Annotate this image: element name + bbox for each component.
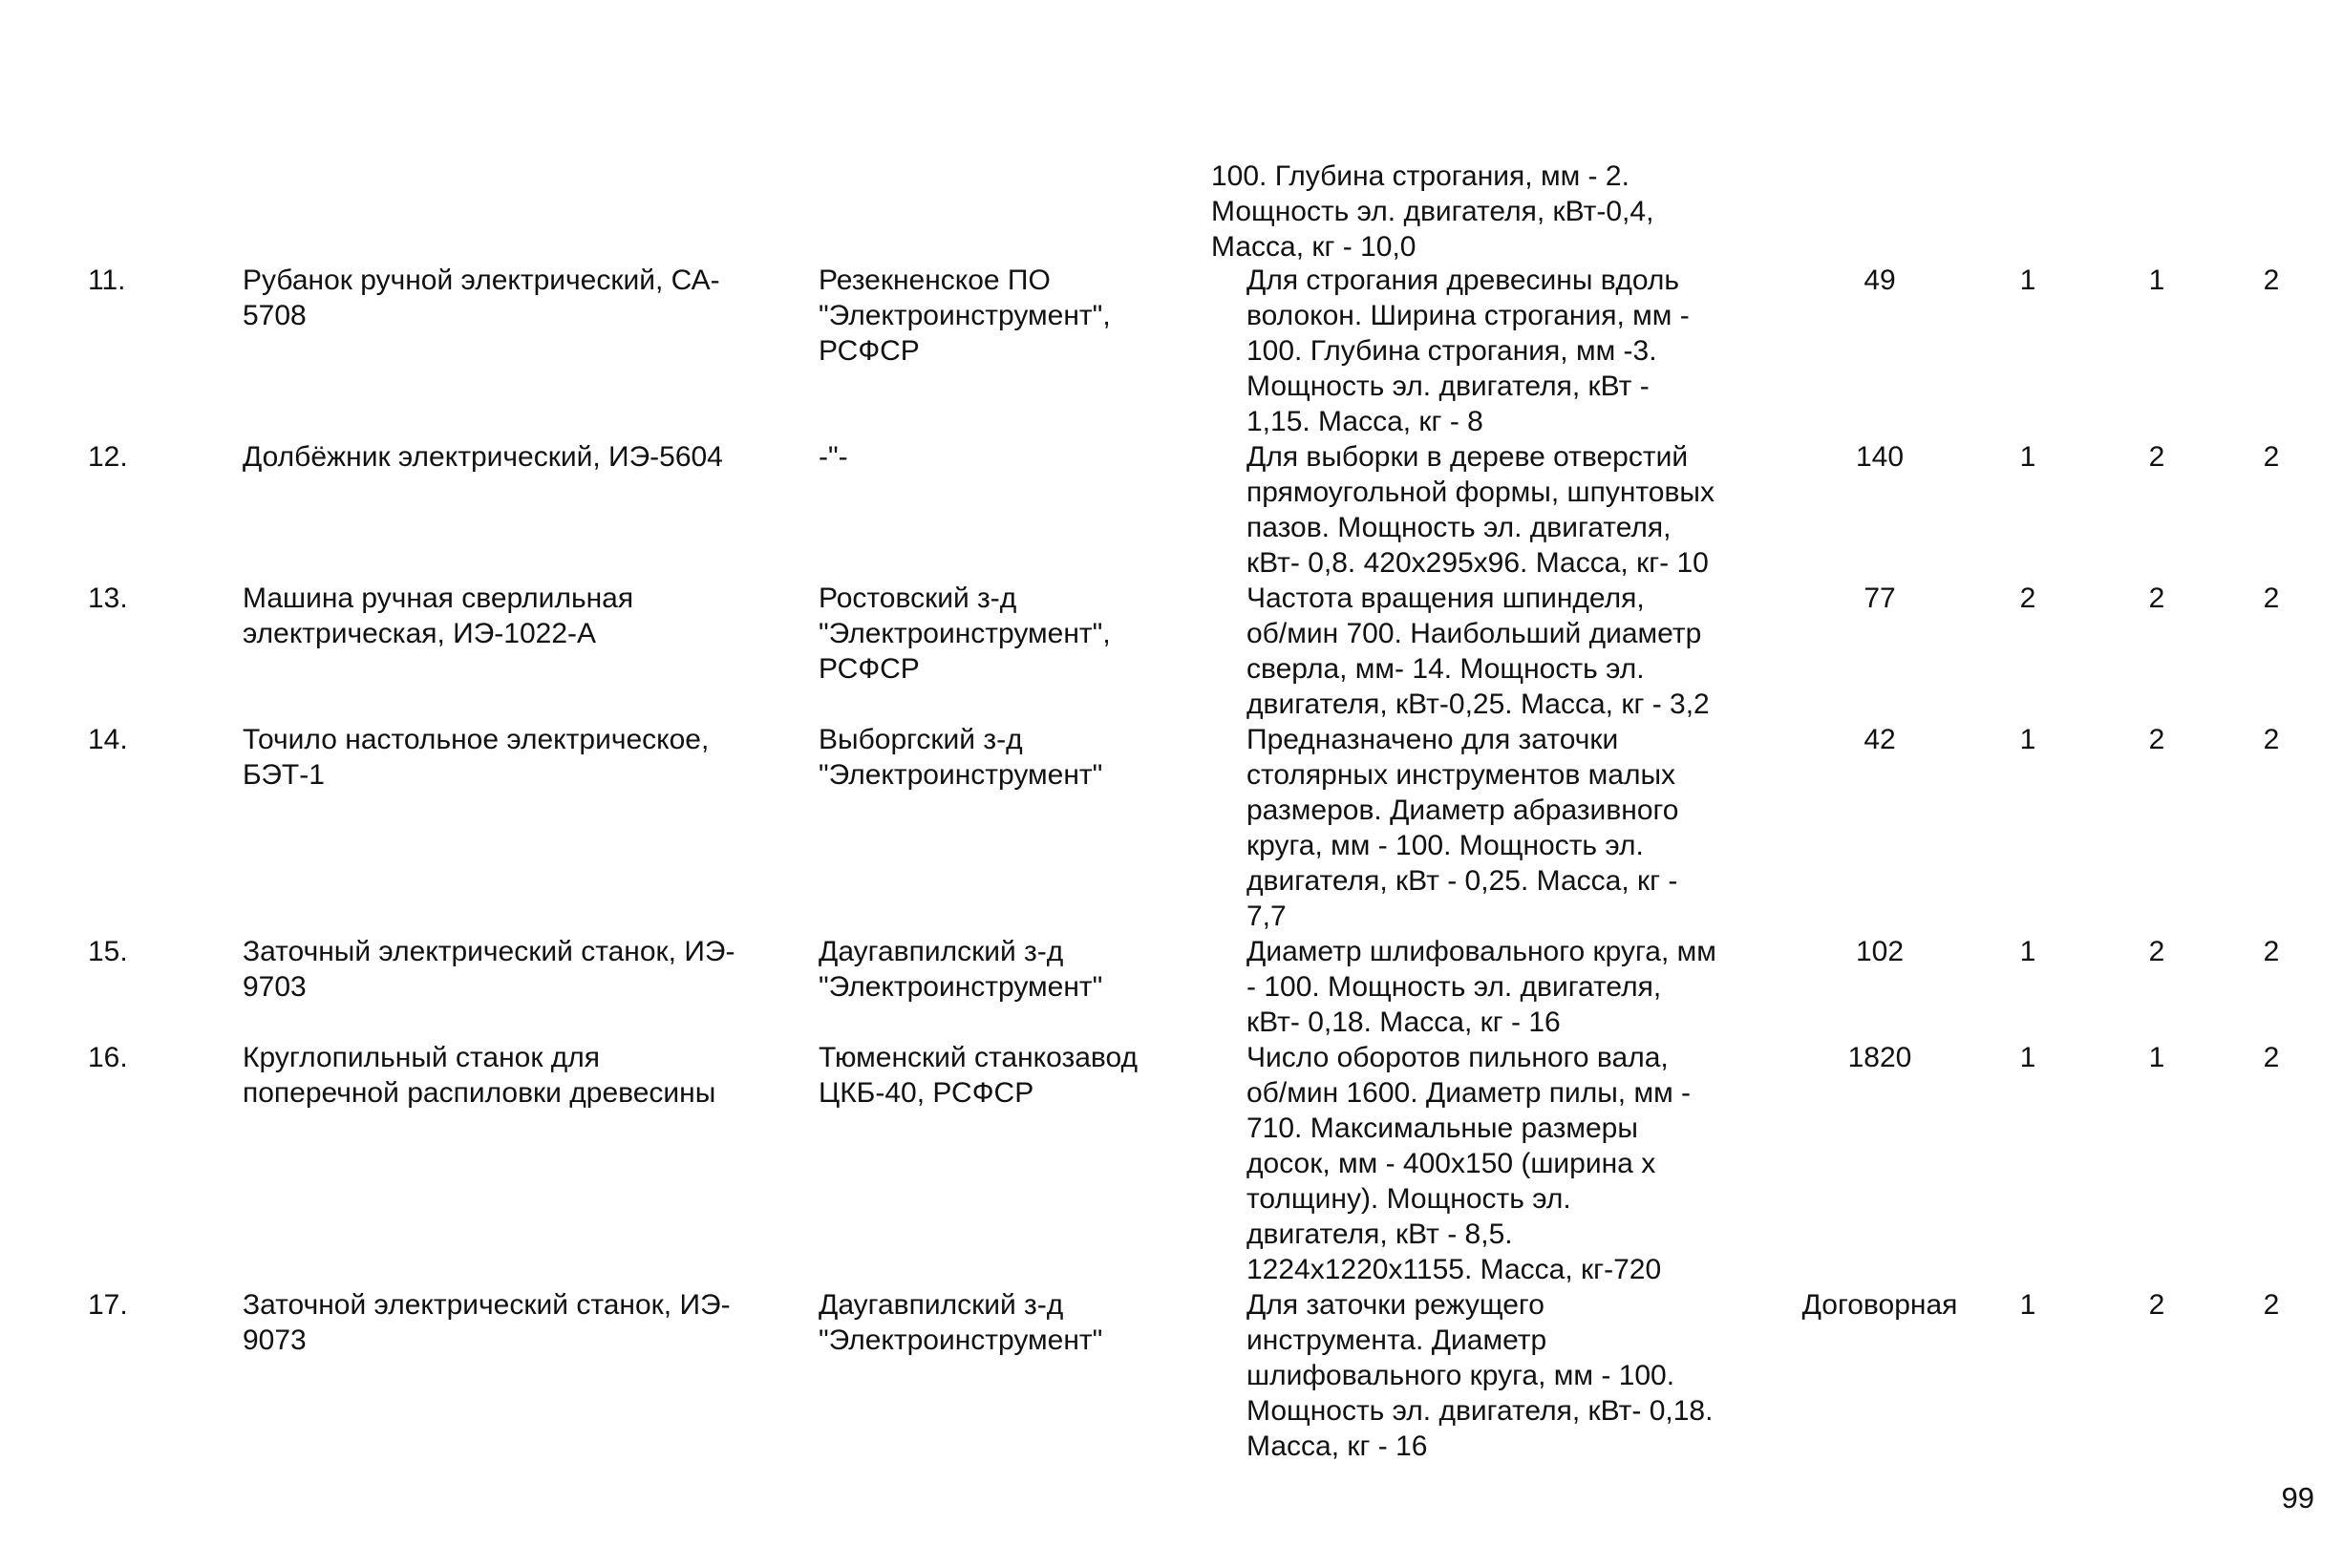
- specification: Для выборки в дереве отверстий прямоугольной формы, шпунтовых пазов. Мощность эл. двигателя, кВт- 0,8. 420х295х96. Масса, кг- 10: [1246, 441, 1715, 579]
- specification: Число оборотов пильного вала, об/мин 1600. Диаметр пилы, мм - 710. Максимальные размеры досок, мм - 400х150 (ширина х толщину). Мощность эл. двигателя, кВт - 8,5. 1224х1220х1155. Масса, кг-720: [1246, 1042, 1692, 1285]
- equipment-name: Долбёжник электрический, ИЭ-5604: [243, 441, 723, 473]
- quantity-col-2: 2: [2148, 936, 2165, 967]
- manufacturer: Даугавпилский з-д "Электроинструмент": [819, 1289, 1103, 1356]
- quantity-col-2: 1: [2148, 1042, 2165, 1073]
- row-number: 13.: [88, 583, 128, 614]
- price: 1820: [1847, 1042, 1912, 1073]
- table-row: [69, 934, 2324, 1040]
- equipment-name: Точило настольное электрическое, БЭТ-1: [243, 724, 710, 791]
- table-row: [69, 1040, 2324, 1287]
- price: 140: [1855, 441, 1905, 473]
- equipment-name: Рубанок ручной электрический, СА- 5708: [243, 265, 720, 331]
- manufacturer: Ростовский з-д "Электроинструмент", РСФСР: [819, 583, 1111, 685]
- equipment-name: Заточный электрический станок, ИЭ- 9703: [243, 936, 735, 1003]
- quantity-col-1: 2: [2019, 583, 2036, 614]
- specification: Диаметр шлифовального круга, мм - 100. Мощность эл. двигателя, кВт- 0,18. Масса, кг - 16: [1246, 936, 1716, 1038]
- quantity-col-2: 2: [2148, 724, 2165, 755]
- equipment-name: Машина ручная сверлильная электрическая, ИЭ-1022-А: [243, 583, 634, 649]
- manufacturer: Даугавпилский з-д "Электроинструмент": [819, 936, 1103, 1003]
- quantity-col-3: 2: [2263, 724, 2280, 755]
- table-row: [69, 1287, 2324, 1464]
- manufacturer: Резекненское ПО "Электроинструмент", РСФСР: [819, 265, 1111, 367]
- quantity-col-3: 2: [2263, 1042, 2280, 1073]
- quantity-col-3: 2: [2263, 441, 2280, 473]
- quantity-col-1: 1: [2019, 724, 2036, 755]
- row-number: 17.: [88, 1289, 128, 1321]
- row-number: 14.: [88, 724, 128, 755]
- table-row: [69, 439, 2324, 581]
- quantity-col-1: 1: [2019, 936, 2036, 967]
- quantity-col-3: 2: [2263, 265, 2280, 296]
- quantity-col-2: 2: [2148, 441, 2165, 473]
- specification: Предназначено для заточки столярных инструментов малых размеров. Диаметр абразивного круга, мм - 100. Мощность эл. двигателя, кВт - 0,25. Масса, кг - 7,7: [1246, 724, 1679, 932]
- row-number: 11.: [88, 265, 126, 296]
- quantity-col-3: 2: [2263, 583, 2280, 614]
- quantity-col-2: 2: [2148, 1289, 2165, 1321]
- quantity-col-1: 1: [2019, 1289, 2036, 1321]
- quantity-col-1: 1: [2019, 441, 2036, 473]
- table-row: [69, 581, 2324, 722]
- price: 49: [1864, 265, 1896, 296]
- continued-description: 100. Глубина строгания, мм - 2. Мощность эл. двигателя, кВт-0,4, Масса, кг - 10,0: [1211, 160, 1654, 263]
- quantity-col-2: 2: [2148, 583, 2165, 614]
- manufacturer: Выборгский з-д "Электроинструмент": [819, 724, 1103, 791]
- quantity-col-1: 1: [2019, 265, 2036, 296]
- quantity-col-3: 2: [2263, 1289, 2280, 1321]
- quantity-col-2: 1: [2148, 265, 2165, 296]
- manufacturer: Тюменский станкозавод ЦКБ-40, РСФСР: [819, 1042, 1139, 1109]
- price: 77: [1864, 583, 1896, 614]
- specification: Для строгания древесины вдоль волокон. Ширина строгания, мм - 100. Глубина строгания, мм -3. Мощность эл. двигателя, кВт - 1,15. Масса, кг - 8: [1246, 265, 1690, 437]
- manufacturer: -"-: [819, 441, 848, 473]
- specification: Частота вращения шпинделя, об/мин 700. Наибольший диаметр сверла, мм- 14. Мощность эл. двигателя, кВт-0,25. Масса, кг - 3,2: [1246, 583, 1710, 720]
- table-row: [69, 722, 2324, 934]
- specification: Для заточки режущего инструмента. Диаметр шлифовального круга, мм - 100. Мощность эл. двигателя, кВт- 0,18. Масса, кг - 16: [1246, 1289, 1714, 1462]
- equipment-name: Круглопильный станок для поперечной распиловки древесины: [243, 1042, 716, 1109]
- row-number: 15.: [88, 936, 128, 967]
- row-number: 16.: [88, 1042, 128, 1073]
- quantity-col-3: 2: [2263, 936, 2280, 967]
- price: 42: [1864, 724, 1896, 755]
- price: Договорная: [1801, 1289, 1958, 1321]
- equipment-table: [69, 263, 2324, 1464]
- table-row: [69, 263, 2324, 439]
- row-number: 12.: [88, 441, 128, 473]
- equipment-name: Заточной электрический станок, ИЭ- 9073: [243, 1289, 731, 1356]
- page-number: 99: [2281, 1481, 2314, 1515]
- quantity-col-1: 1: [2019, 1042, 2036, 1073]
- price: 102: [1855, 936, 1905, 967]
